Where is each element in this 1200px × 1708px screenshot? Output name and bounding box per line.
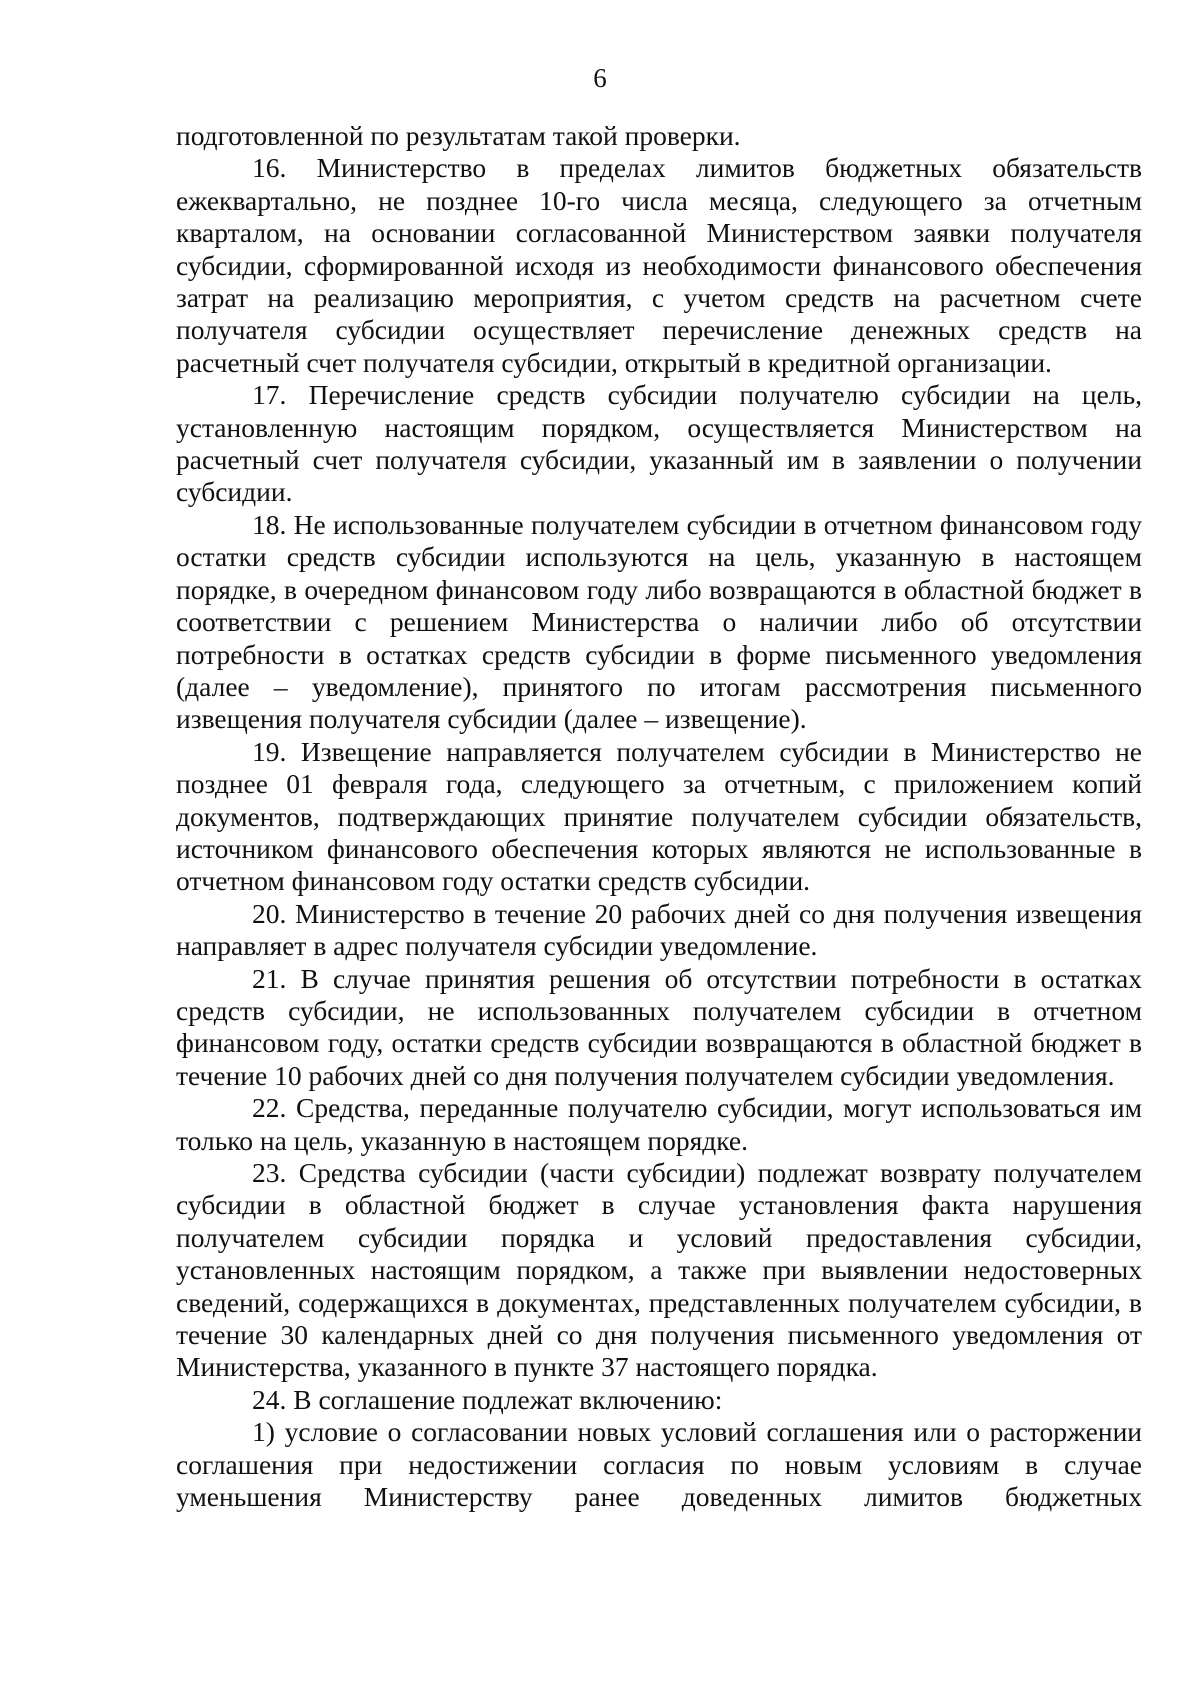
paragraph-19: 19. Извещение направляется получателем субсидии в Министерство не позднее 01 февраля года, следующего за отчетным, с приложением копий документов, подтверждающих принятие получателем субсидии обязательств, источником финансового обеспечения которых являются не использованные в отчетном финансовом году остатки средств субсидии. xyxy=(176,735,1142,897)
paragraph-24-item-1: 1) условие о согласовании новых условий соглашения или о расторжении соглашения при недостижении согласия по новым условиям в случае уменьшения Министерству ранее доведенных лимитов бюджетных xyxy=(176,1416,1142,1513)
paragraph-17: 17. Перечисление средств субсидии получателю субсидии на цель, установленную настоящим порядком, осуществляется Министерством на расчетный счет получателя субсидии, указанный им в заявлении о получении субсидии. xyxy=(176,379,1142,508)
paragraph-continuation: подготовленной по результатам такой проверки. xyxy=(176,120,741,151)
paragraph-16: 16. Министерство в пределах лимитов бюджетных обязательств ежеквартально, не позднее 10-го числа месяца, следующего за отчетным кварталом, на основании согласованной Министерством заявки получателя субсидии, сформированной исходя из необходимости финансового обеспечения затрат на реализацию мероприятия, с учетом средств на расчетном счете получателя субсидии осуществляет перечисление денежных средств на расчетный счет получателя субсидии, открытый в кредитной организации. xyxy=(176,152,1142,378)
paragraph-24: 24. В соглашение подлежат включению: xyxy=(252,1383,723,1415)
paragraph-23: 23. Средства субсидии (части субсидии) подлежат возврату получателем субсидии в областной бюджет в случае установления факта нарушения получателем субсидии порядка и условий предоставления субсидии, установленных настоящим порядком, а также при выявлении недостоверных сведений, содержащихся в документах, представленных получателем субсидии, в течение 30 календарных дней со дня получения письменного уведомления от Министерства, указанного в пункте 37 настоящего порядка. xyxy=(176,1157,1142,1383)
page-number: 6 xyxy=(593,63,607,93)
paragraph-21: 21. В случае принятия решения об отсутствии потребности в остатках средств субсидии, не использованных получателем субсидии в отчетном финансовом году, остатки средств субсидии возвращаются в областной бюджет в течение 10 рабочих дней со дня получения получателем субсидии уведомления. xyxy=(176,962,1142,1091)
paragraph-20: 20. Министерство в течение 20 рабочих дней со дня получения извещения направляет в адрес получателя субсидии уведомление. xyxy=(176,897,1142,962)
document-body xyxy=(176,120,1142,1513)
paragraph-22: 22. Средства, переданные получателю субсидии, могут использоваться им только на цель, указанную в настоящем порядке. xyxy=(176,1092,1142,1156)
paragraph-18: 18. Не использованные получателем субсидии в отчетном финансовом году остатки средств субсидии используются на цель, указанную в настоящем порядке, в очередном финансовом году либо возвращаются в областной бюджет в соответствии с решением Министерства о наличии либо об отсутствии потребности в остатках средств субсидии в форме письменного уведомления (далее – уведомление), принятого по итогам рассмотрения письменного извещения получателя субсидии (далее – извещение). xyxy=(176,508,1142,735)
